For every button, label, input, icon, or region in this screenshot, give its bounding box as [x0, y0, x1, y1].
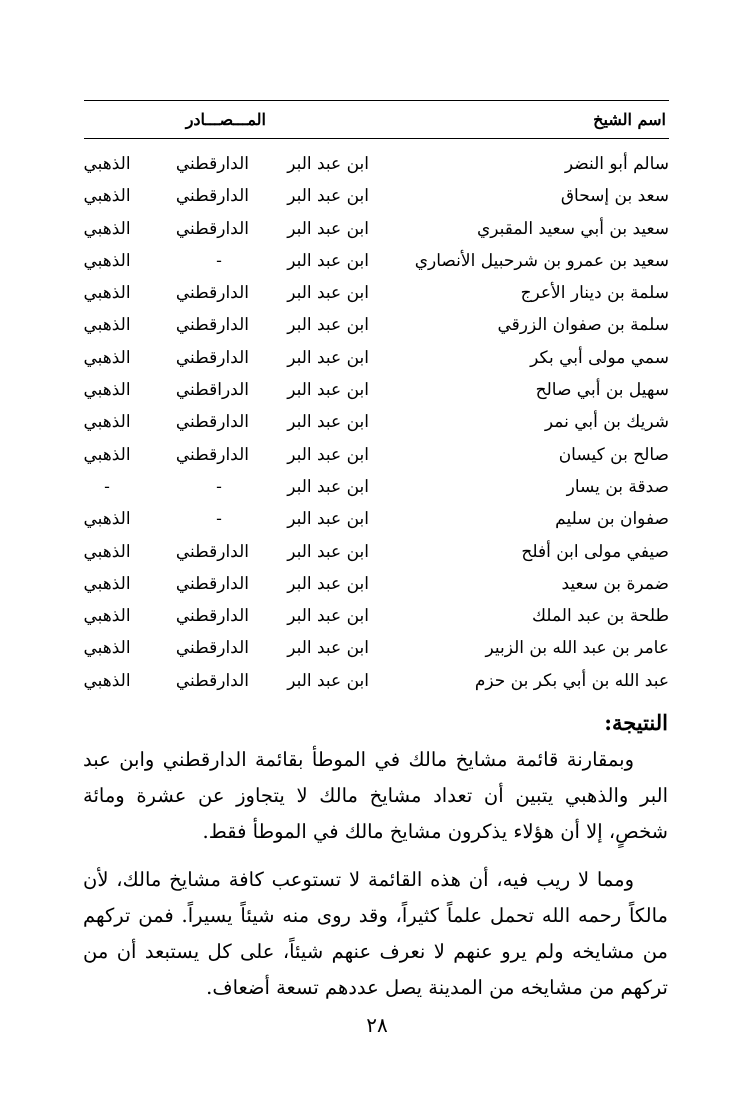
source-dhahabi-cell: الذهبي [83, 315, 131, 336]
table-row [84, 342, 669, 374]
table-row [84, 665, 669, 697]
sheikh-name-cell: سمي مولى أبي بكر [530, 347, 669, 368]
source-daraqutni-cell: الدارقطني [175, 347, 249, 368]
source-dhahabi-cell: الذهبي [83, 283, 131, 304]
sheikh-name-cell: سعد بن إسحاق [560, 186, 669, 207]
sheikh-name-cell: طلحة بن عبد الملك [531, 606, 669, 627]
source-dhahabi-cell: الذهبي [83, 412, 131, 433]
source-daraqutni-cell: - [216, 509, 222, 530]
source-daraqutni-cell: - [216, 476, 222, 497]
source-daraqutni-cell: الدارقطني [175, 573, 249, 594]
table-row [84, 148, 669, 180]
source-dhahabi-cell: الذهبي [83, 606, 131, 627]
sheikh-name-cell: صدقة بن يسار [566, 476, 669, 497]
source-daraqutni-cell: الدراقطني [175, 380, 249, 401]
source-dhahabi-cell: الذهبي [83, 509, 131, 530]
sheikh-name-cell: سالم أبو النضر [564, 154, 669, 174]
source-daraqutni-cell: الدارقطني [175, 154, 249, 174]
table-row [84, 277, 669, 309]
source-dhahabi-cell: الذهبي [83, 218, 131, 239]
sheikh-name-cell: صالح بن كيسان [558, 444, 669, 465]
source-dhahabi-cell: الذهبي [83, 347, 131, 368]
source-ibn-abd-al-barr-cell: ابن عبد البر [287, 154, 369, 174]
table-row [84, 471, 669, 503]
table-header-rule [84, 138, 669, 139]
source-ibn-abd-al-barr-cell: ابن عبد البر [287, 218, 369, 239]
header-sources: المـــصـــادر [185, 110, 266, 129]
source-ibn-abd-al-barr-cell: ابن عبد البر [287, 509, 369, 530]
sheikh-name-cell: سلمة بن دينار الأعرج [520, 283, 669, 304]
source-daraqutni-cell: الدارقطني [175, 541, 249, 562]
source-dhahabi-cell: الذهبي [83, 380, 131, 401]
table-row [84, 213, 669, 245]
sheikh-name-cell: سعيد بن عمرو بن شرحبيل الأنصاري [414, 250, 669, 271]
source-dhahabi-cell: الذهبي [83, 444, 131, 465]
source-daraqutni-cell: الدارقطني [175, 283, 249, 304]
result-heading: النتيجة: [604, 710, 668, 735]
source-dhahabi-cell: الذهبي [83, 573, 131, 594]
source-ibn-abd-al-barr-cell: ابن عبد البر [287, 476, 369, 497]
source-ibn-abd-al-barr-cell: ابن عبد البر [287, 444, 369, 465]
source-dhahabi-cell: الذهبي [83, 670, 131, 691]
source-daraqutni-cell: الدارقطني [175, 638, 249, 659]
table-row [84, 439, 669, 471]
source-ibn-abd-al-barr-cell: ابن عبد البر [287, 250, 369, 271]
source-ibn-abd-al-barr-cell: ابن عبد البر [287, 606, 369, 627]
result-paragraph-2: ومما لا ريب فيه، أن هذه القائمة لا تستوعب كافة مشايخ مالك، لأن مالكاً رحمه الله تحمل علماً كثيراً، وقد روى منه شيئاً يسيراً. فمن تركهم من مشايخه ولم يرو عنهم لا نعرف عنهم شيئاً، على كل يستبعد أن من تركهم من مشايخه من المدينة يصل عددهم تسعة أضعاف. [83, 868, 668, 999]
sheikh-name-cell: صفوان بن سليم [555, 509, 669, 530]
source-ibn-abd-al-barr-cell: ابن عبد البر [287, 380, 369, 401]
source-ibn-abd-al-barr-cell: ابن عبد البر [287, 412, 369, 433]
sheikh-name-cell: ضمرة بن سعيد [561, 573, 669, 594]
sheikhs-table [84, 148, 669, 697]
source-daraqutni-cell: الدارقطني [175, 218, 249, 239]
table-row [84, 309, 669, 341]
sheikh-name-cell: سلمة بن صفوان الزرقي [497, 315, 669, 336]
source-daraqutni-cell: الدارقطني [175, 315, 249, 336]
source-daraqutni-cell: الدارقطني [175, 444, 249, 465]
sheikh-name-cell: سعيد بن أبي سعيد المقبري [476, 218, 669, 239]
source-dhahabi-cell: الذهبي [83, 638, 131, 659]
source-ibn-abd-al-barr-cell: ابن عبد البر [287, 573, 369, 594]
sheikh-name-cell: عامر بن عبد الله بن الزبير [485, 638, 669, 659]
source-daraqutni-cell: الدارقطني [175, 412, 249, 433]
source-dhahabi-cell: الذهبي [83, 186, 131, 207]
table-row [84, 245, 669, 277]
source-ibn-abd-al-barr-cell: ابن عبد البر [287, 186, 369, 207]
table-row [84, 536, 669, 568]
header-sheikh-name: اسم الشيخ [593, 110, 666, 129]
source-dhahabi-cell: الذهبي [83, 541, 131, 562]
table-row [84, 600, 669, 632]
sheikh-name-cell: عبد الله بن أبي بكر بن حزم [474, 670, 669, 691]
table-row [84, 632, 669, 664]
table-row [84, 374, 669, 406]
source-ibn-abd-al-barr-cell: ابن عبد البر [287, 283, 369, 304]
table-row [84, 406, 669, 438]
source-daraqutni-cell: - [216, 250, 222, 271]
source-daraqutni-cell: الدارقطني [175, 606, 249, 627]
source-ibn-abd-al-barr-cell: ابن عبد البر [287, 541, 369, 562]
table-row [84, 180, 669, 212]
source-dhahabi-cell: الذهبي [83, 250, 131, 271]
source-ibn-abd-al-barr-cell: ابن عبد البر [287, 315, 369, 336]
source-daraqutni-cell: الدارقطني [175, 670, 249, 691]
table-row [84, 568, 669, 600]
sheikh-name-cell: سهيل بن أبي صالح [535, 380, 669, 401]
source-ibn-abd-al-barr-cell: ابن عبد البر [287, 347, 369, 368]
source-daraqutni-cell: الدارقطني [175, 186, 249, 207]
source-dhahabi-cell: - [104, 476, 110, 497]
source-ibn-abd-al-barr-cell: ابن عبد البر [287, 638, 369, 659]
table-top-rule [84, 100, 669, 101]
result-paragraph-1: وبمقارنة قائمة مشايخ مالك في الموطأ بقائمة الدارقطني وابن عبد البر والذهبي يتبين أن تعداد مشايخ مالك لا يتجاوز عن عشرة ومائة شخصٍ، إلا أن هؤلاء يذكرون مشايخ مالك في الموطأ فقط. [83, 748, 668, 843]
source-dhahabi-cell: الذهبي [83, 154, 131, 174]
table-row [84, 503, 669, 535]
source-ibn-abd-al-barr-cell: ابن عبد البر [287, 670, 369, 691]
sheikh-name-cell: صيفي مولى ابن أفلح [521, 541, 669, 562]
page-number: ٢٨ [366, 1013, 388, 1037]
sheikh-name-cell: شريك بن أبي نمر [544, 412, 669, 433]
